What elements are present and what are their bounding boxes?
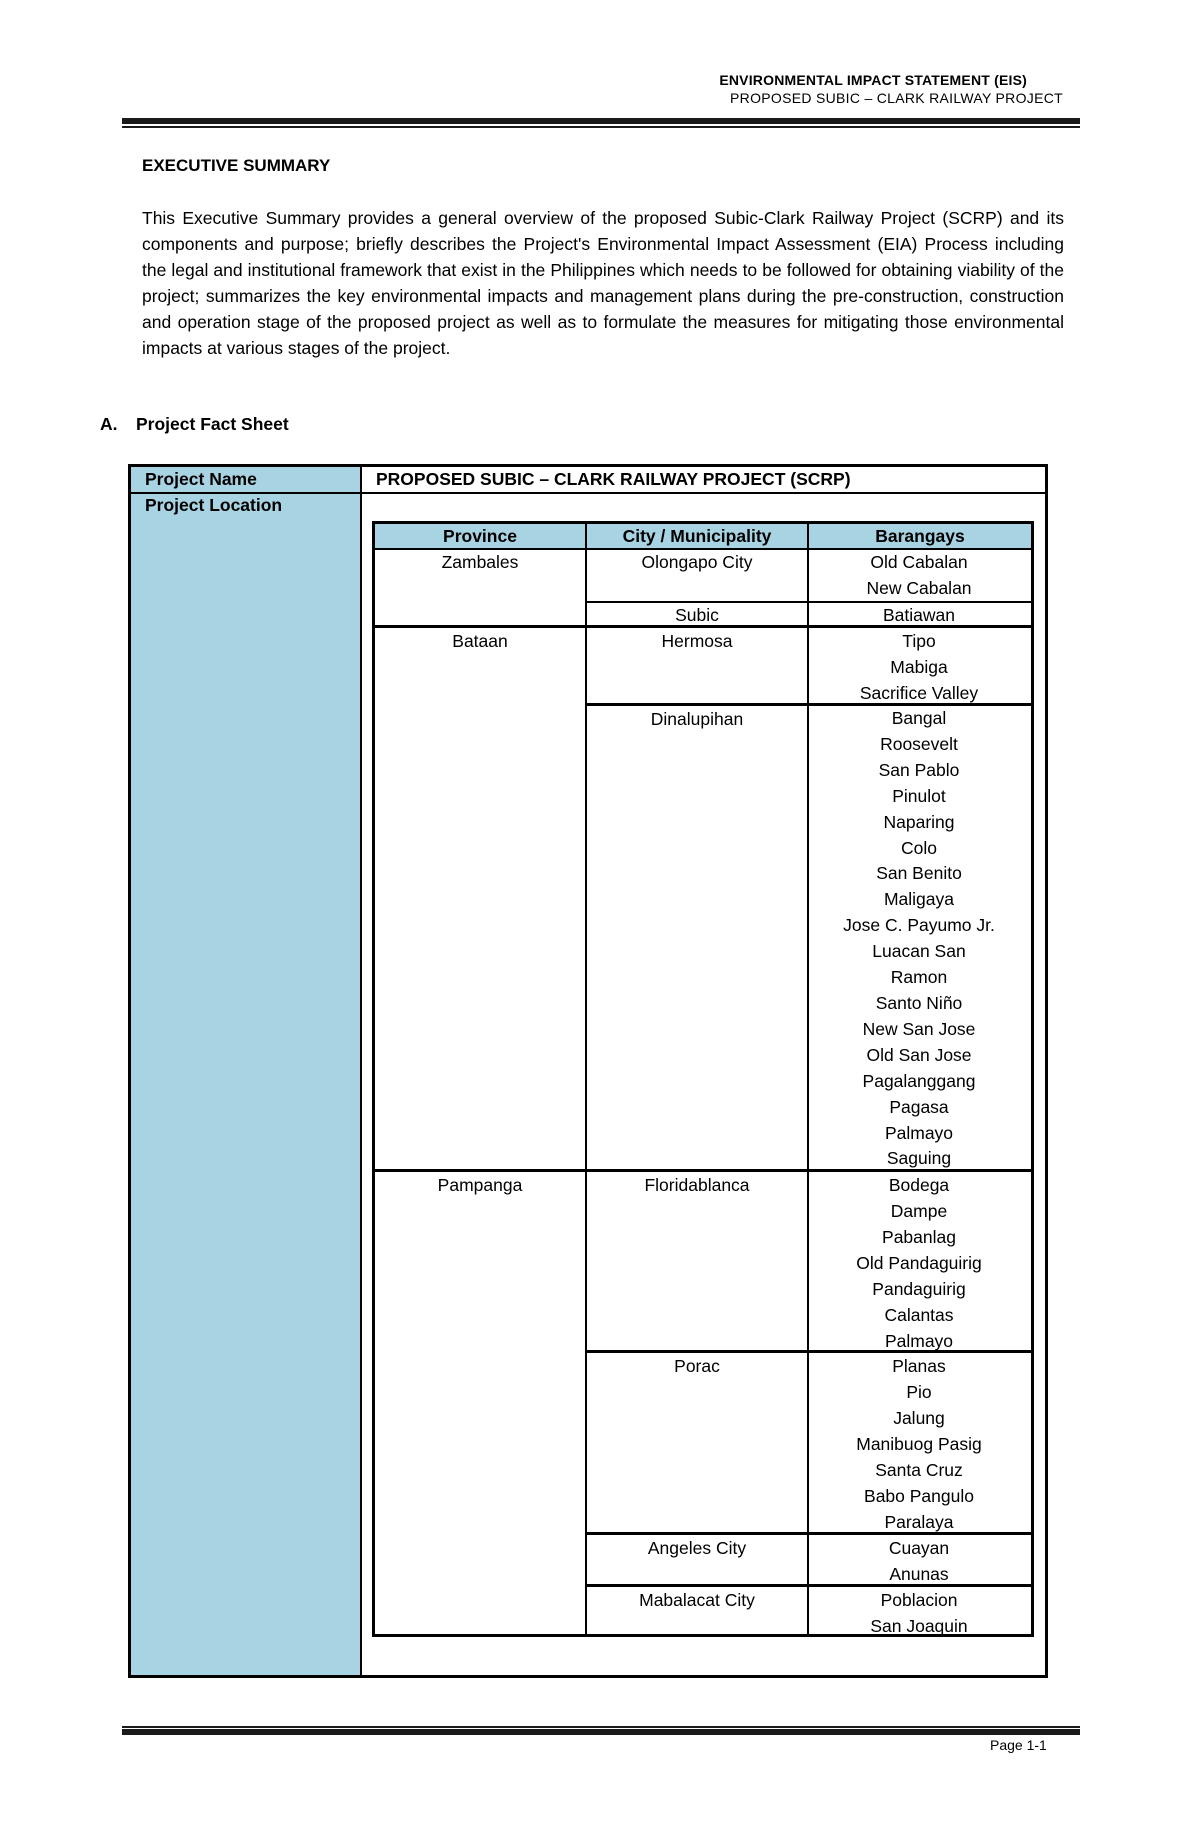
barangay-item: Pabanlag bbox=[882, 1227, 956, 1247]
project-location-label: Project Location bbox=[145, 495, 283, 515]
city-mabalacat: Mabalacat City bbox=[639, 1590, 755, 1610]
document-header-subtitle: PROPOSED SUBIC – CLARK RAILWAY PROJECT bbox=[730, 90, 1063, 106]
barangay-item: Palmayo bbox=[884, 1331, 954, 1351]
barangay-item: Dampe bbox=[890, 1201, 948, 1221]
column-divider bbox=[585, 524, 587, 1634]
city-floridablanca: Floridablanca bbox=[644, 1175, 750, 1195]
barangay-item: Old Cabalan bbox=[870, 552, 968, 572]
barangay-item: Sacrifice Valley bbox=[859, 683, 979, 703]
header-rule-thick bbox=[122, 118, 1080, 124]
barangay-item: Cuayan bbox=[888, 1538, 950, 1558]
city-olongapo: Olongapo City bbox=[641, 552, 753, 572]
barangay-item: Ramon bbox=[890, 967, 948, 988]
barangay-item: New Cabalan bbox=[866, 578, 972, 598]
header-barangays: Barangays bbox=[809, 524, 1031, 548]
header-rule-thin bbox=[122, 126, 1080, 128]
barangay-item: Pinulot bbox=[892, 785, 946, 806]
barangay-item: Calantas bbox=[884, 1305, 954, 1325]
section-title: EXECUTIVE SUMMARY bbox=[142, 156, 331, 175]
footer-rule-thin bbox=[122, 1726, 1080, 1728]
barangay-list-angeles bbox=[809, 1535, 1029, 1587]
barangay-list-porac bbox=[809, 1353, 1029, 1535]
province-bataan: Bataan bbox=[452, 631, 508, 651]
barangay-item: Jose C. Payumo Jr. bbox=[843, 915, 995, 936]
city-porac: Porac bbox=[674, 1356, 720, 1376]
barangay-list-subic bbox=[809, 602, 1029, 628]
barangay-item: Naparing bbox=[883, 811, 955, 832]
barangay-item: Santo Niño bbox=[875, 992, 963, 1013]
barangay-list-hermosa bbox=[809, 628, 1029, 706]
city-subic: Subic bbox=[675, 605, 719, 625]
barangay-list-mabalacat bbox=[809, 1587, 1029, 1639]
barangay-item: Batiawan bbox=[883, 605, 955, 625]
barangay-item: New San Jose bbox=[862, 1018, 976, 1039]
document-header-title: ENVIRONMENTAL IMPACT STATEMENT (EIS) bbox=[719, 72, 1027, 88]
barangay-item: San Joaquin bbox=[870, 1616, 968, 1636]
province-pampanga: Pampanga bbox=[437, 1175, 523, 1195]
city-angeles: Angeles City bbox=[647, 1538, 747, 1558]
barangay-item: Bangal bbox=[891, 708, 947, 728]
fact-sheet-heading bbox=[100, 414, 289, 435]
barangay-item: Pagalanggang bbox=[862, 1070, 976, 1091]
barangay-item: Tipo bbox=[902, 631, 936, 651]
barangay-item: Colo bbox=[901, 837, 937, 858]
barangay-item: San Pablo bbox=[878, 759, 960, 780]
barangay-item: Luacan San bbox=[872, 941, 966, 962]
barangay-item: Pandaguirig bbox=[872, 1279, 966, 1299]
barangay-list-olongapo bbox=[809, 549, 1029, 601]
barangay-item: Pio bbox=[906, 1382, 932, 1402]
barangay-item: Bodega bbox=[888, 1175, 950, 1195]
barangay-item: Roosevelt bbox=[880, 733, 958, 754]
header-city: City / Municipality bbox=[587, 524, 807, 548]
fact-sheet-label-column bbox=[131, 467, 362, 1675]
barangay-item: Mabiga bbox=[890, 657, 948, 677]
fact-sheet-letter: A. bbox=[100, 414, 118, 434]
fact-sheet-row-divider bbox=[131, 492, 1045, 494]
barangay-item: Old San Jose bbox=[866, 1044, 972, 1065]
barangay-item: Palmayo bbox=[884, 1122, 954, 1143]
location-table bbox=[372, 521, 1034, 1637]
barangay-item: Babo Pangulo bbox=[864, 1486, 974, 1506]
barangay-item: Paralaya bbox=[884, 1512, 954, 1532]
barangay-item: Old Pandaguirig bbox=[856, 1253, 982, 1273]
barangay-list-dinalupihan bbox=[809, 706, 1029, 1172]
footer-rule-thick bbox=[122, 1729, 1080, 1735]
header-province: Province bbox=[375, 524, 585, 548]
city-dinalupihan: Dinalupihan bbox=[650, 709, 744, 729]
barangay-item: Saguing bbox=[886, 1148, 952, 1169]
barangay-item: San Benito bbox=[876, 863, 962, 884]
barangay-item: Maligaya bbox=[883, 889, 955, 910]
barangay-item: Santa Cruz bbox=[875, 1460, 963, 1480]
page-number: Page 1-1 bbox=[990, 1737, 1047, 1753]
project-name-value: PROPOSED SUBIC – CLARK RAILWAY PROJECT (SCRP) bbox=[376, 469, 851, 489]
fact-sheet-heading-text: Project Fact Sheet bbox=[136, 414, 289, 434]
barangay-item: Poblacion bbox=[880, 1590, 958, 1610]
barangay-item: Anunas bbox=[889, 1564, 949, 1584]
city-hermosa: Hermosa bbox=[661, 631, 733, 651]
project-name-label: Project Name bbox=[145, 469, 257, 489]
barangay-item: Pagasa bbox=[889, 1096, 949, 1117]
barangay-list-floridablanca bbox=[809, 1172, 1029, 1354]
barangay-item: Manibuog Pasig bbox=[856, 1434, 982, 1454]
province-zambales: Zambales bbox=[441, 552, 519, 572]
barangay-item: Jalung bbox=[893, 1408, 945, 1428]
barangay-item: Planas bbox=[892, 1356, 946, 1376]
summary-paragraph: This Executive Summary provides a general overview of the proposed Subic-Clark Railway Project (SCRP) and its components and purpose; briefly describes the Project's Environmental Impact Assessment (EIA) Process including the legal and institutional framework that exist in the Philippines which needs to be followed for obtaining viability of the project; summarizes the key environmental impacts and management plans during the pre-construction, construction and operation stage of the proposed project as well as to formulate the measures for mitigating those environmental impacts at various stages of the project. bbox=[142, 208, 1064, 358]
